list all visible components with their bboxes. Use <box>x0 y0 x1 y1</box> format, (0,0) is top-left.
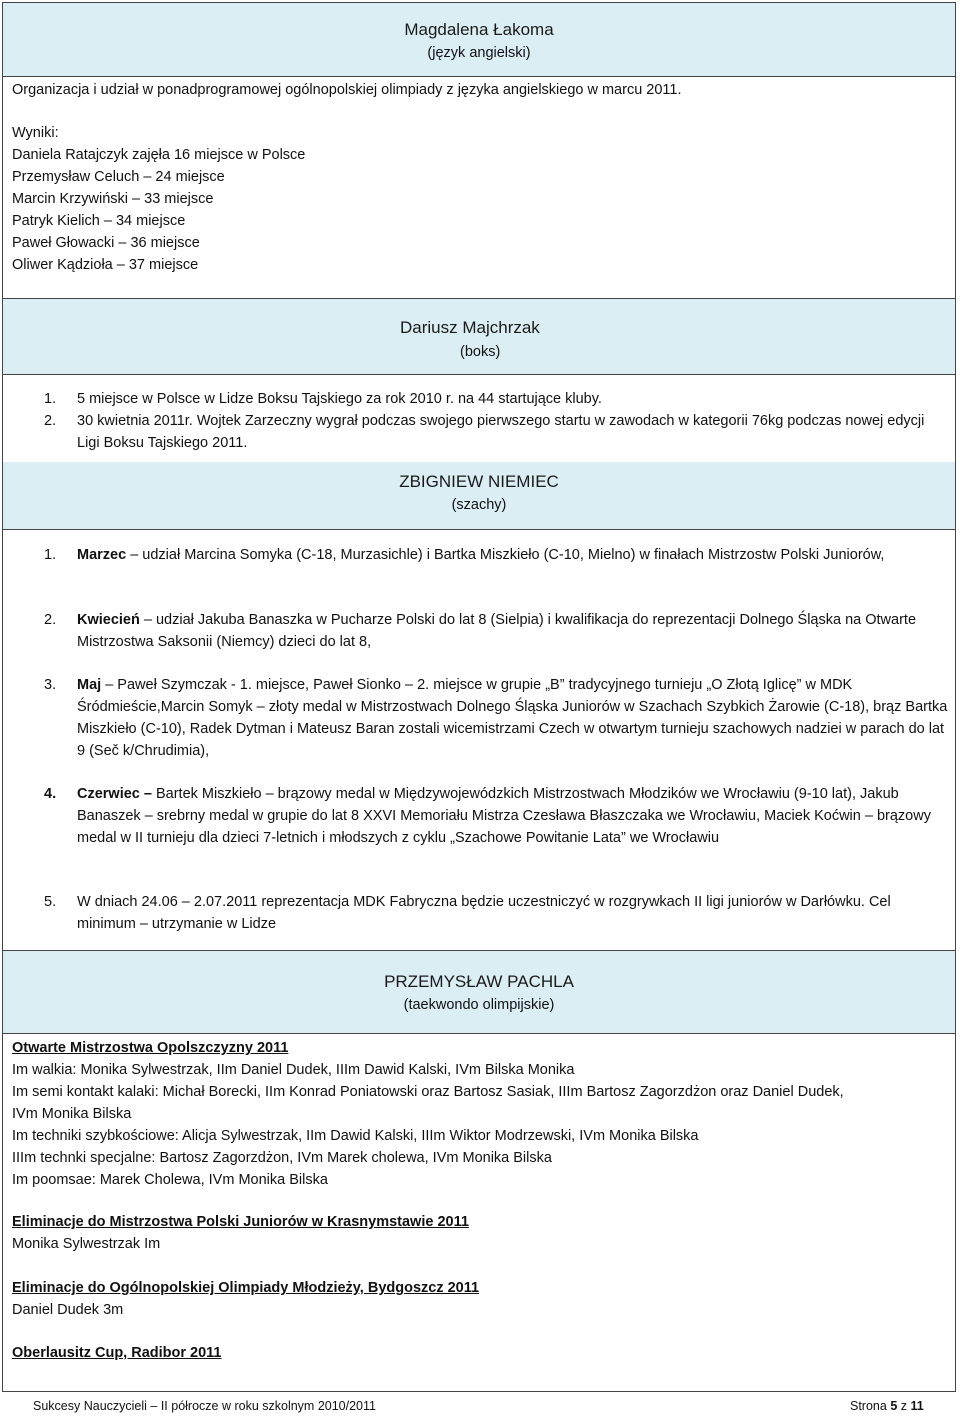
divider <box>2 76 956 77</box>
list-item: 5 miejsce w Polsce w Lidze Boksu Tajskiego za rok 2010 r. na 44 startujące kluby. <box>77 391 602 407</box>
subject: (język angielski) <box>427 45 531 61</box>
competition-title: Oberlausitz Cup, Radibor 2011 <box>12 1345 222 1361</box>
teacher-name: PRZEMYSŁAW PACHLA <box>384 972 574 991</box>
competition-title: Eliminacje do Mistrzostwa Polski Juniorów w Krasnymstawie 2011 <box>12 1214 469 1230</box>
result-line: Patryk Kielich – 34 miejsce <box>12 213 186 229</box>
result-line: Paweł Głowacki – 36 miejsce <box>12 235 200 251</box>
list-number: 3. <box>44 677 57 693</box>
result-line: Marcin Krzywiński – 33 miejsce <box>12 191 214 207</box>
subject: (boks) <box>460 344 501 360</box>
list-item: W dniach 24.06 – 2.07.2011 reprezentacja MDK Fabryczna będzie uczestniczyć w rozgrywkach II ligi juniorów w Darłówku. Cel minimum – utrzymanie w Lidze <box>77 894 891 932</box>
list-item: Czerwiec – Bartek Miszkieło – brązowy medal w Międzywojewódzkich Mistrzostwach Młodzików we Wrocławiu (9-10 lat), Jakub Banaszek – srebrny medal w grupie do lat 8 XXVI Memoriału Mistrza Czesława Błaszczaka we Wrocławiu, Maciek Koćwin – brązowy medal w II turnieju dla dzieci 7-letnich i młodszych z cyklu „Szachowe Powitanie Lata” we Wrocławiu <box>77 786 931 846</box>
list-number: 1. <box>44 391 57 407</box>
list-number: 2. <box>44 413 57 429</box>
subject: (taekwondo olimpijskie) <box>403 997 555 1013</box>
teacher-name: ZBIGNIEW NIEMIEC <box>399 472 559 491</box>
intro-text: Organizacja i udział w ponadprogramowej ogólnopolskiej olimpiady z języka angielskiego w marcu 2011. <box>12 82 682 98</box>
results-label: Wyniki: <box>12 125 59 141</box>
divider <box>2 374 956 375</box>
competition-title: Eliminacje do Ogólnopolskiej Olimpiady Młodzieży, Bydgoszcz 2011 <box>12 1280 480 1296</box>
list-number: 5. <box>44 894 57 910</box>
page-number: Strona 5 z 11 <box>850 1399 924 1413</box>
teacher-name: Dariusz Majchrzak <box>400 318 540 337</box>
list-item: Kwiecień – udział Jakuba Banaszka w Pucharze Polski do lat 8 (Sielpia) i kwalifikacja do reprezentacji Dolnego Śląska na Otwarte Mistrzostwa Saksonii (Niemcy) dzieci do lat 8, <box>77 612 917 650</box>
divider <box>2 1033 956 1034</box>
competition-title: Otwarte Mistrzostwa Opolszczyzny 2011 <box>12 1040 289 1056</box>
list-item: Maj – Paweł Szymczak - 1. miejsce, Paweł Sionko – 2. miejsce w grupie „B” tradycyjnego turnieju „O Złotą Iglicę” w MDK Śródmieście,Marcin Somyk – złoty medal w Mistrzostwach Dolnego Śląska Juniorów w Szachach Szybkich Żarowie (C-18), brąz Bartka Miszkieło (C-10), Radek Dytman i Mateusz Baran zostali wicemistrzami Czech w otwartym turnieju szachowych nadziei w parach do lat 9 (Seč k/Chrudimia), <box>77 677 948 759</box>
list-number: 2. <box>44 612 57 628</box>
result-line: Im techniki szybkościowe: Alicja Sylwestrzak, IIm Dawid Kalski, IIIm Wiktor Modrzewski, IVm Monika Bilska <box>12 1128 699 1144</box>
list-item: Marzec – udział Marcina Somyka (C-18, Murzasichle) i Bartka Miszkieło (C-10, Mielno) w finałach Mistrzostw Polski Juniorów, <box>77 547 885 563</box>
list-number: 1. <box>44 547 57 563</box>
result-line: Daniela Ratajczyk zajęła 16 miejsce w Polsce <box>12 147 306 163</box>
section-header-band <box>2 951 956 1033</box>
result-line: Im walkia: Monika Sylwestrzak, IIm Daniel Dudek, IIIm Dawid Kalski, IVm Bilska Monika <box>12 1062 575 1078</box>
footer-title: Sukcesy Nauczycieli – II półrocze w roku szkolnym 2010/2011 <box>33 1399 376 1413</box>
result-line: Oliwer Kądzioła – 37 miejsce <box>12 257 199 273</box>
result-line: IVm Monika Bilska <box>12 1106 132 1122</box>
result-line: Daniel Dudek 3m <box>12 1302 124 1318</box>
result-line: IIIm technki specjalne: Bartosz Zagorzdżon, IVm Marek cholewa, IVm Monika Bilska <box>12 1150 552 1166</box>
result-line: Im semi kontakt kalaki: Michał Borecki, IIm Konrad Poniatowski oraz Bartosz Sasiak, IIIm Bartosz Zagorzdżon oraz Daniel Dudek, <box>12 1084 844 1100</box>
divider <box>2 529 956 530</box>
result-line: Przemysław Celuch – 24 miejsce <box>12 169 225 185</box>
teacher-name: Magdalena Łakoma <box>404 20 554 39</box>
subject: (szachy) <box>451 497 507 513</box>
result-line: Im poomsae: Marek Cholewa, IVm Monika Bilska <box>12 1172 328 1188</box>
result-line: Monika Sylwestrzak Im <box>12 1236 161 1252</box>
list-item: 30 kwietnia 2011r. Wojtek Zarzeczny wygrał podczas swojego pierwszego startu w zawodach w kategorii 76kg podczas nowej edycji Ligi Boksu Tajskiego 2011. <box>77 413 925 451</box>
list-number: 4. <box>44 786 57 802</box>
